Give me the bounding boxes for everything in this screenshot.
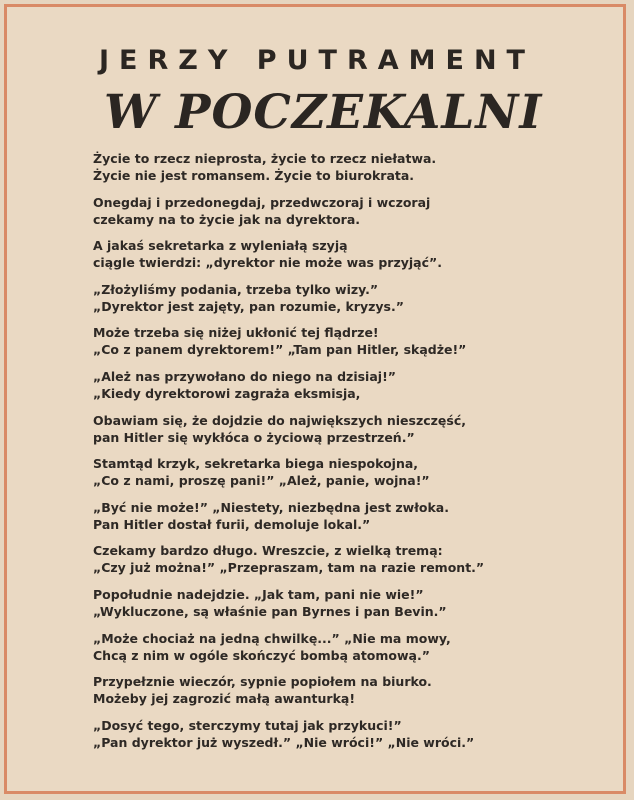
stanza bbox=[93, 150, 593, 184]
poem-line: Może trzeba się niżej ukłonić tej flądrze! bbox=[93, 325, 379, 341]
stanza bbox=[93, 455, 593, 489]
stanza bbox=[93, 542, 593, 576]
stanza bbox=[93, 673, 593, 707]
poem-line: pan Hitler się wykłóca o życiową przestrzeń.” bbox=[93, 429, 415, 445]
poem-line: „Dyrektor jest zajęty, pan rozumie, kryzys.” bbox=[93, 298, 404, 314]
poem-line: Pan Hitler dostał furii, demoluje lokal.” bbox=[93, 516, 371, 532]
poem-line: „Być nie może!” „Niestety, niezbędna jest zwłoka. bbox=[93, 499, 449, 515]
stanza bbox=[93, 717, 593, 751]
stanza bbox=[93, 630, 593, 664]
poem-line: „Złożyliśmy podania, trzeba tylko wizy.” bbox=[93, 281, 379, 297]
poem-body bbox=[93, 150, 593, 760]
poem-line: ciągle twierdzi: „dyrektor nie może was przyjąć”. bbox=[93, 255, 442, 271]
poem-line: Czekamy bardzo długo. Wreszcie, z wielką tremą: bbox=[93, 543, 443, 559]
poem-title: W POCZEKALNI bbox=[104, 85, 543, 140]
poem-line: Możeby jej zagrozić małą awanturką! bbox=[93, 691, 356, 707]
poem-line: „Może chociaż na jedną chwilkę...” „Nie ma mowy, bbox=[93, 630, 451, 646]
poem-line: Przypełznie wieczór, sypnie popiołem na biurko. bbox=[93, 674, 432, 690]
poem-line: „Ależ nas przywołano do niego na dzisiaj!” bbox=[93, 368, 396, 384]
poem-line: „Co z nami, proszę pani!” „Ależ, panie, wojna!” bbox=[93, 473, 430, 489]
poem-line: „Dosyć tego, sterczymy tutaj jak przykuci!” bbox=[93, 717, 402, 733]
poem-line: Życie to rzecz nieprosta, życie to rzecz niełatwa. bbox=[93, 151, 437, 166]
stanza bbox=[93, 324, 593, 358]
poem-line: Stamtąd krzyk, sekretarka biega niespokojna, bbox=[93, 456, 419, 472]
stanza bbox=[93, 237, 593, 271]
poem-line: Onegdaj i przedonegdaj, przedwczoraj i wczoraj bbox=[93, 194, 431, 210]
poem-line: „Kiedy dyrektorowi zagraża eksmisja, bbox=[93, 385, 361, 401]
stanza bbox=[93, 368, 593, 402]
poem-line: A jakaś sekretarka z wyleniałą szyją bbox=[93, 238, 348, 254]
stanza bbox=[93, 586, 593, 620]
stanza bbox=[93, 499, 593, 533]
poem-line: Chcą z nim w ogóle skończyć bombą atomową.” bbox=[93, 647, 430, 663]
poem-line: „Pan dyrektor już wyszedł.” „Nie wróci!” „Nie wróci.” bbox=[93, 734, 475, 750]
author-name: JERZY PUTRAMENT bbox=[99, 45, 535, 76]
poem-line: Popołudnie nadejdzie. „Jak tam, pani nie wie!” bbox=[93, 586, 424, 602]
poem-line: „Wykluczone, są właśnie pan Byrnes i pan Bevin.” bbox=[93, 603, 447, 619]
poem-line: „Czy już można!” „Przepraszam, tam na razie remont.” bbox=[93, 560, 485, 576]
stanza bbox=[93, 412, 593, 446]
poem-line: Życie nie jest romansem. Życie to biurokrata. bbox=[93, 168, 415, 183]
poem-line: czekamy na to życie jak na dyrektora. bbox=[93, 211, 361, 227]
stanza bbox=[93, 194, 593, 228]
poem-line: Obawiam się, że dojdzie do największych nieszczęść, bbox=[93, 412, 467, 428]
poem-line: „Co z panem dyrektorem!” „Tam pan Hitler, skądże!” bbox=[93, 342, 467, 358]
stanza bbox=[93, 281, 593, 315]
